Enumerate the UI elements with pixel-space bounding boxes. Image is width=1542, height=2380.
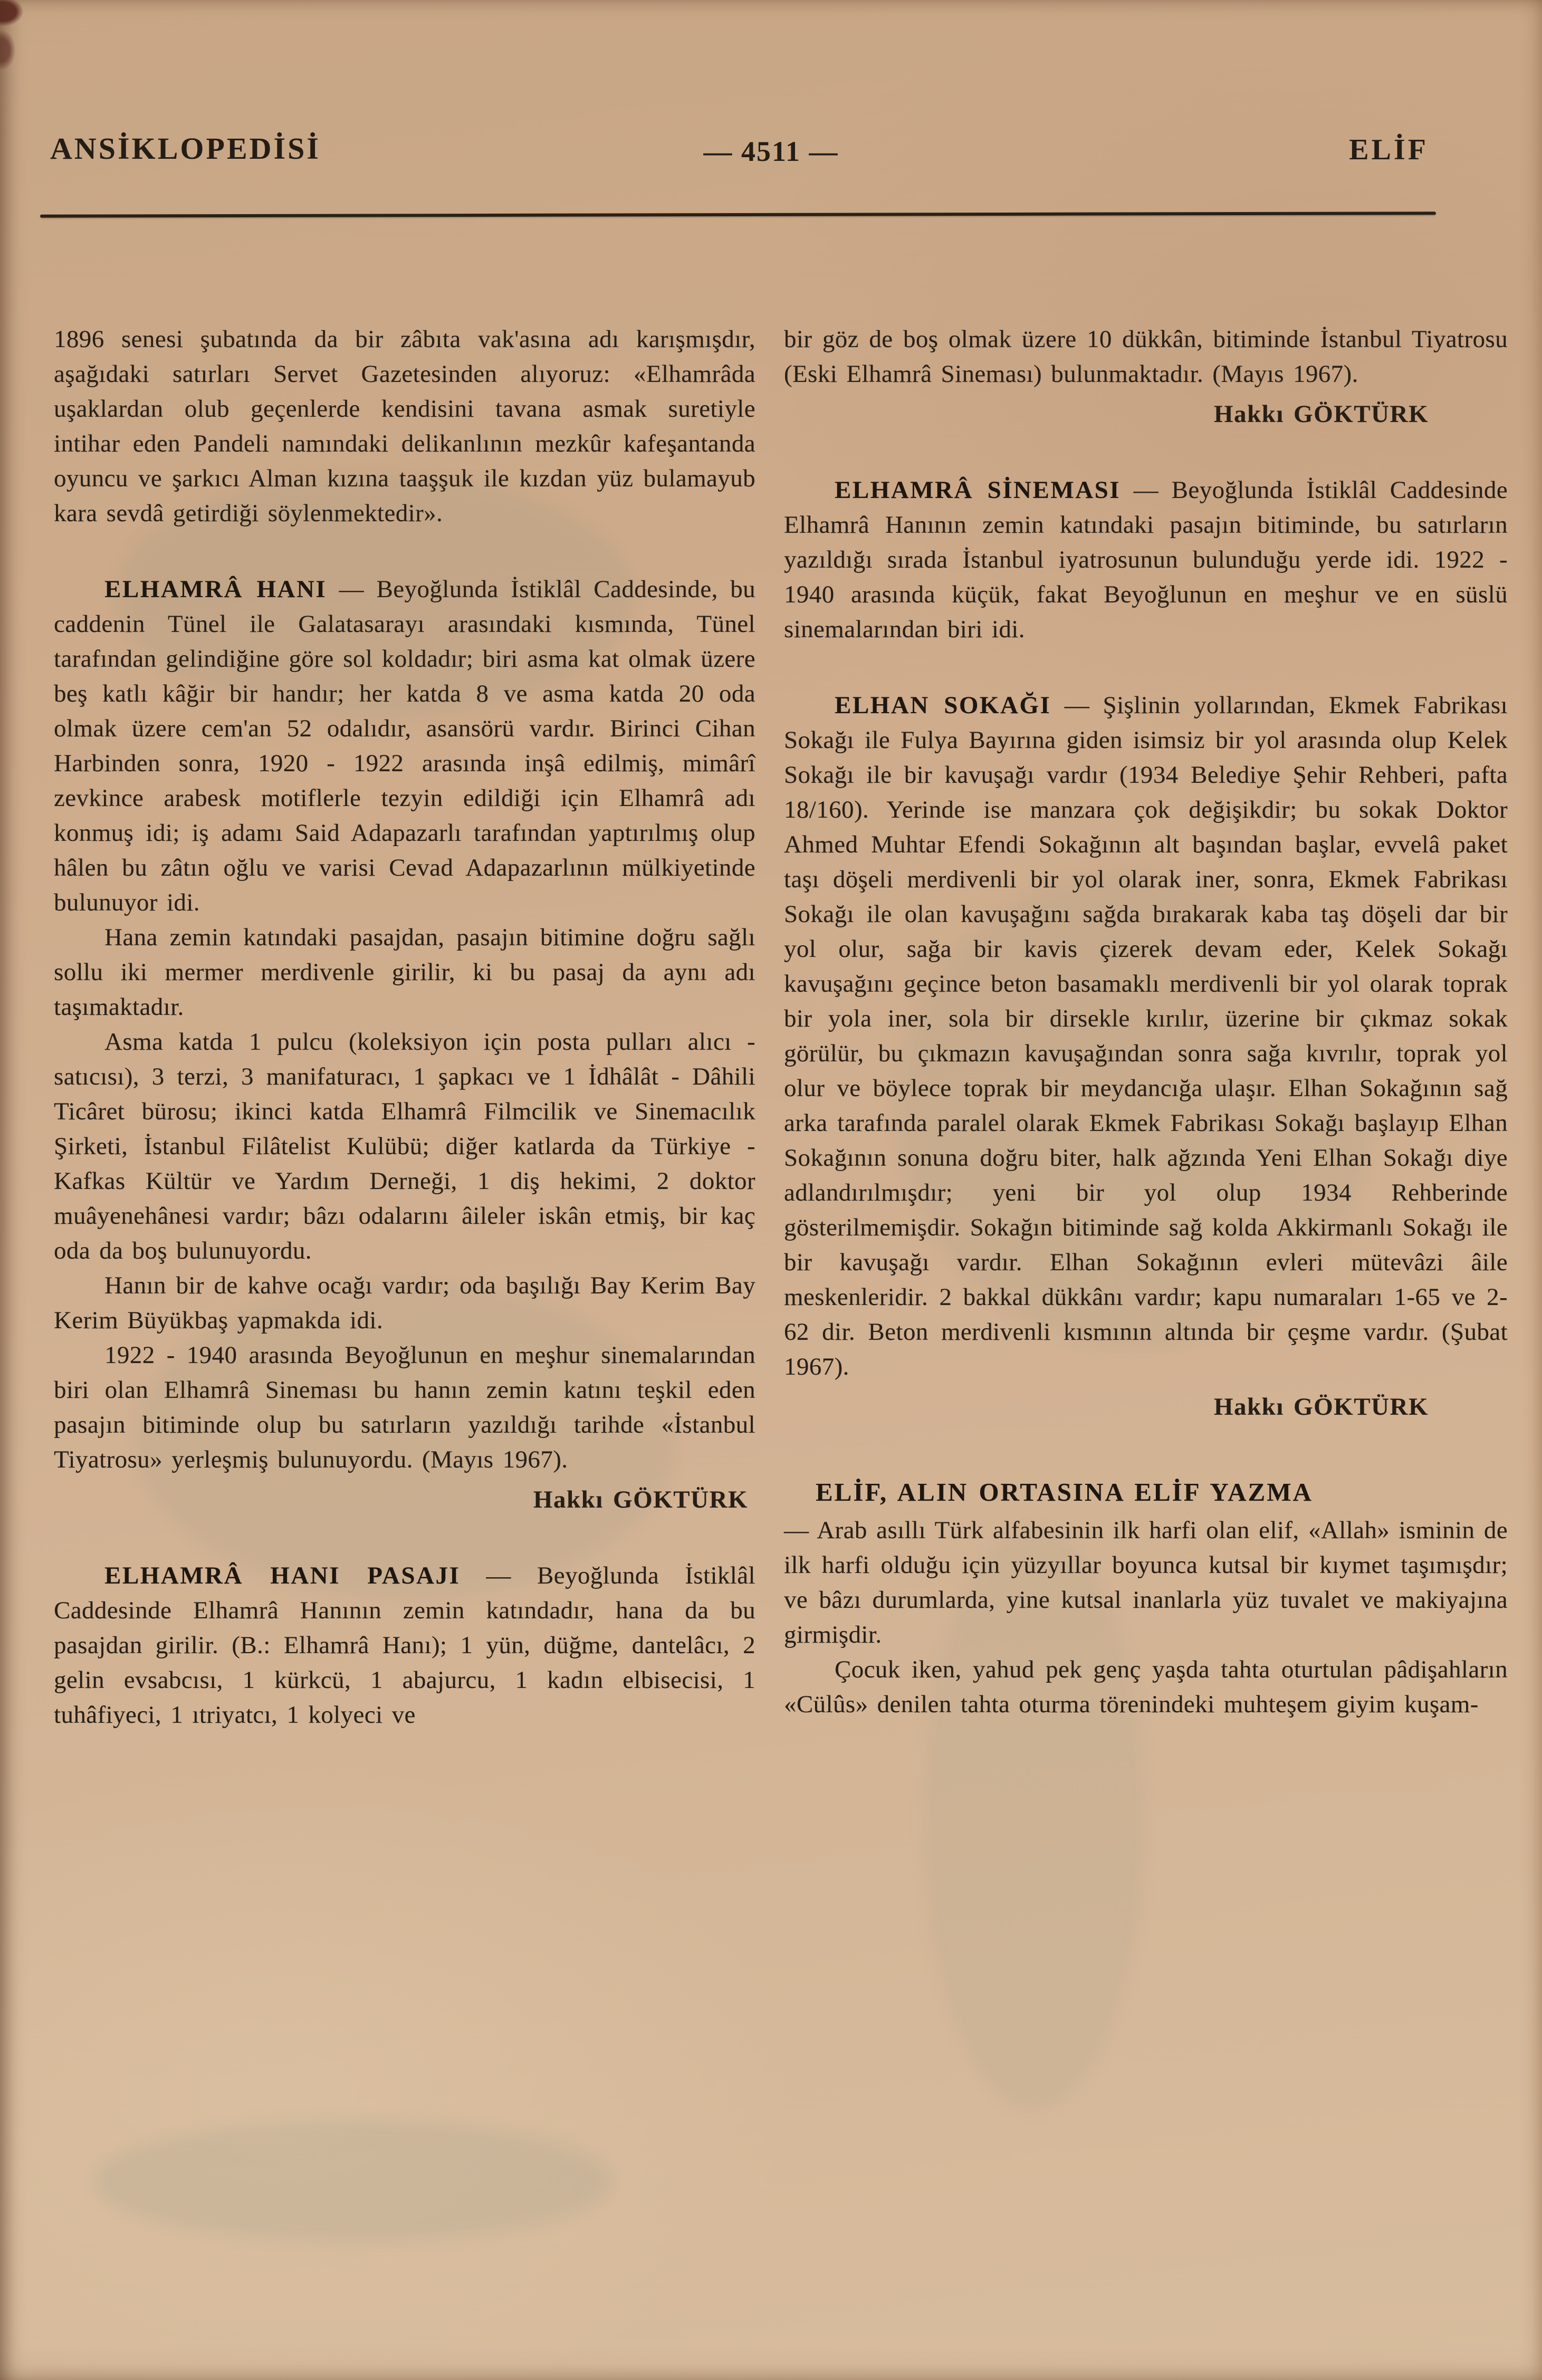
entry-heading: ELHAMRÂ HANI PASAJI [104,1562,461,1589]
entry-paragraph: ELHAMRÂ HANI PASAJI — Beyoğlunda İstiklâl Caddesinde Elhamrâ Hanının zemin katındadır, hana da bu pasajdan girilir. (B.: Elhamrâ Hanı); 1 yün, düğme, dantelâcı, 2 gelin evsabcısı, 1 kürkcü, 1 abajurcu, 1 kadın elbisecisi, 1 tuhâfiyeci, 1 ıtriyatcı, 1 kolyeci ve [54,1562,755,1729]
author-signature: Hakkı GÖKTÜRK [1213,1393,1429,1421]
column-right [784,322,1508,1732]
running-title-left: ANSİKLOPEDİSİ [50,131,321,166]
paragraph-continuation: bir göz de boş olmak üzere 10 dükkân, bitiminde İstanbul Tiyatrosu (Eski Elhamrâ Sineması) bulunmaktadır. (Mayıs 1967). [784,325,1508,388]
author-signature: Hakkı GÖKTÜRK [533,1486,748,1513]
author-signature: Hakkı GÖKTÜRK [1213,400,1429,428]
entry-paragraph: ELHAMRÂ SİNEMASI — Beyoğlunda İstiklâl Caddesinde Elhamrâ Hanının zemin katındaki pasajın bitiminde, bu satırların yazıldığı sırada İstanbul iyatrosunun bulunduğu yerde idi. 1922 - 1940 arasında küçük, fakat Beyoğlunun en meşhur ve en süslü sinemalarından biri idi. [784,476,1508,643]
text-columns [54,322,1510,1732]
paragraph: Asma katda 1 pulcu (koleksiyon için posta pulları alıcı - satıcısı), 3 terzi, 3 manifaturacı, 1 şapkacı ve 1 İdhâlât - Dâhili Ticâret bürosu; ikinci katda Elhamrâ Filmcilik ve Sinemacılık Şirketi, İstanbul Filâtelist Kulübü; diğer katlarda da Türkiye - Kafkas Kültür ve Yardım Derneği, 1 diş hekimi, 2 doktor muâyenehânesi vardır; bâzı odalarını âileler iskân etmiş, bir kaç oda da boş bulunuyordu. [54,1028,755,1264]
paragraph: Çocuk iken, yahud pek genç yaşda tahta oturtulan pâdişahların «Cülûs» denilen tahta oturma törenindeki muhteşem giyim kuşam- [784,1656,1508,1718]
entry-heading: ELHAN SOKAĞI [835,692,1051,719]
paragraph: Hanın bir de kahve ocağı vardır; oda başılığı Bay Kerim Bay Kerim Büyükbaş yapmakda idi. [54,1272,755,1334]
entry-paragraph: ELHAMRÂ HANI — Beyoğlunda İstiklâl Caddesinde, bu caddenin Tünel ile Galatasarayı arasındaki kısmında, Tünel tarafından gelindiğine göre sol koldadır; biri asma kat olmak üzere beş katlı kâğir bir handır; her katda 8 ve asma katda 20 oda olmak üzere cem'an 52 odalıdır, asansörü vardır. Birinci Cihan Harbinden sonra, 1920 - 1922 arasında inşâ edilmiş, mimârî zevkince arabesk motiflerle tezyin edildiği için Elhamrâ adı konmuş idi; iş adamı Said Adapazarlı tarafından yaptırılmış olup hâlen bu zâtın oğlu ve varisi Cevad Adapazarlının mülkiyetinde bulunuyor idi. [54,575,755,916]
paragraph: 1922 - 1940 arasında Beyoğlunun en meşhur sinemalarından biri olan Elhamrâ Sineması bu hanın zemin katını teşkil eden pasajın bitiminde olup bu satırların yazıldığı tarihde «İstanbul Tiyatrosu» yerleşmiş bulunuyordu. (Mayıs 1967). [54,1341,755,1473]
running-title-right: ELİF [1349,133,1429,166]
ink-bleed-stain [95,2120,612,2242]
paragraph-continuation: — Arab asıllı Türk alfabesinin ilk harfi olan elif, «Allah» isminin de ilk harfi olduğu için yüzyıllar boyunca kutsal bir kıymet taşımışdır; ve bâzı durumlarda, yine kutsal inanlarla yüz tuvalet ve makiyajına girmişdir. [784,1517,1508,1648]
header-divider [40,212,1436,218]
paragraph-continuation: 1896 senesi şubatında da bir zâbıta vak'asına adı karışmışdır, aşağıdaki satırları Servet Gazetesinden alıyoruz: «Elhamrâda uşaklardan olub geçenlerde kendisini tavana asmak suretiyle intihar eden Pandeli namındaki delikanlının mezkûr kafeşantanda oyuncu ve şarkıcı Alman kızına taaşşuk ile kızdan yüz bulamayub kara sevdâ getirdiği söylenmektedir». [54,325,755,527]
column-left [54,322,755,1732]
page-number: — 4511 — [703,136,839,167]
entry-heading: ELHAMRÂ HANI [104,575,327,603]
entry-paragraph: ELHAN SOKAĞI — Şişlinin yollarından, Ekmek Fabrikası Sokağı ile Fulya Bayırına giden isimsiz bir yol arasında olup Kelek Sokağı ile bir kavuşağı vardır (1934 Belediye Şehir Rehberi, pafta 18/160). Yerinde ise manzara çok değişikdir; bu sokak Doktor Ahmed Muhtar Efendi Sokağının alt başından başlar, evvelâ paket taşı döşeli merdivenli bir yol olarak iner, sonra, Ekmek Fabrikası Sokağı ile olan kavuşağını sağda bırakarak kaba taş döşeli dar bir yol olur, sağa bir kavis çizerek devam eder, Kelek Sokağı kavuşağını geçince beton basamaklı merdivenli bir yol olarak toprak bir yola iner, sola bir dirsekle kırılır, üzerine bir çıkmaz sokak görülür, bu çıkmazın kavuşağından sonra sağa kıvrılır, toprak yol olur ve böylece toprak bir meydancığa ulaşır. Elhan Sokağının sağ arka tarafında paralel olarak Ekmek Fabrikası Sokağı başlayıp Elhan Sokağının sonuna doğru biter, halk ağzında Yeni Elhan Sokağı diye adlandırılmışdır; yeni bir yol olup 1934 Rehberinde gösterilmemişdir. Sokağın bitiminde sağ kolda Akkirmanlı Sokağı ile bir kavuşağı vardır. Elhan Sokağının evleri mütevâzi âile meskenleridir. 2 bakkal dükkânı vardır; kapu numaraları 1-65 ve 2-62 dir. Beton merdivenli kısmının altında bir çeşme vardır. (Şubat 1967). [784,692,1508,1380]
entry-heading: ELHAMRÂ SİNEMASI [835,476,1121,504]
entry-title: ELİF, ALIN ORTASINA ELİF YAZMA [816,1477,1313,1506]
paragraph: Hana zemin katındaki pasajdan, pasajın bitimine doğru sağlı sollu iki mermer merdivenle girilir, ki bu pasaj da aynı adı taşımaktadır. [54,924,755,1021]
